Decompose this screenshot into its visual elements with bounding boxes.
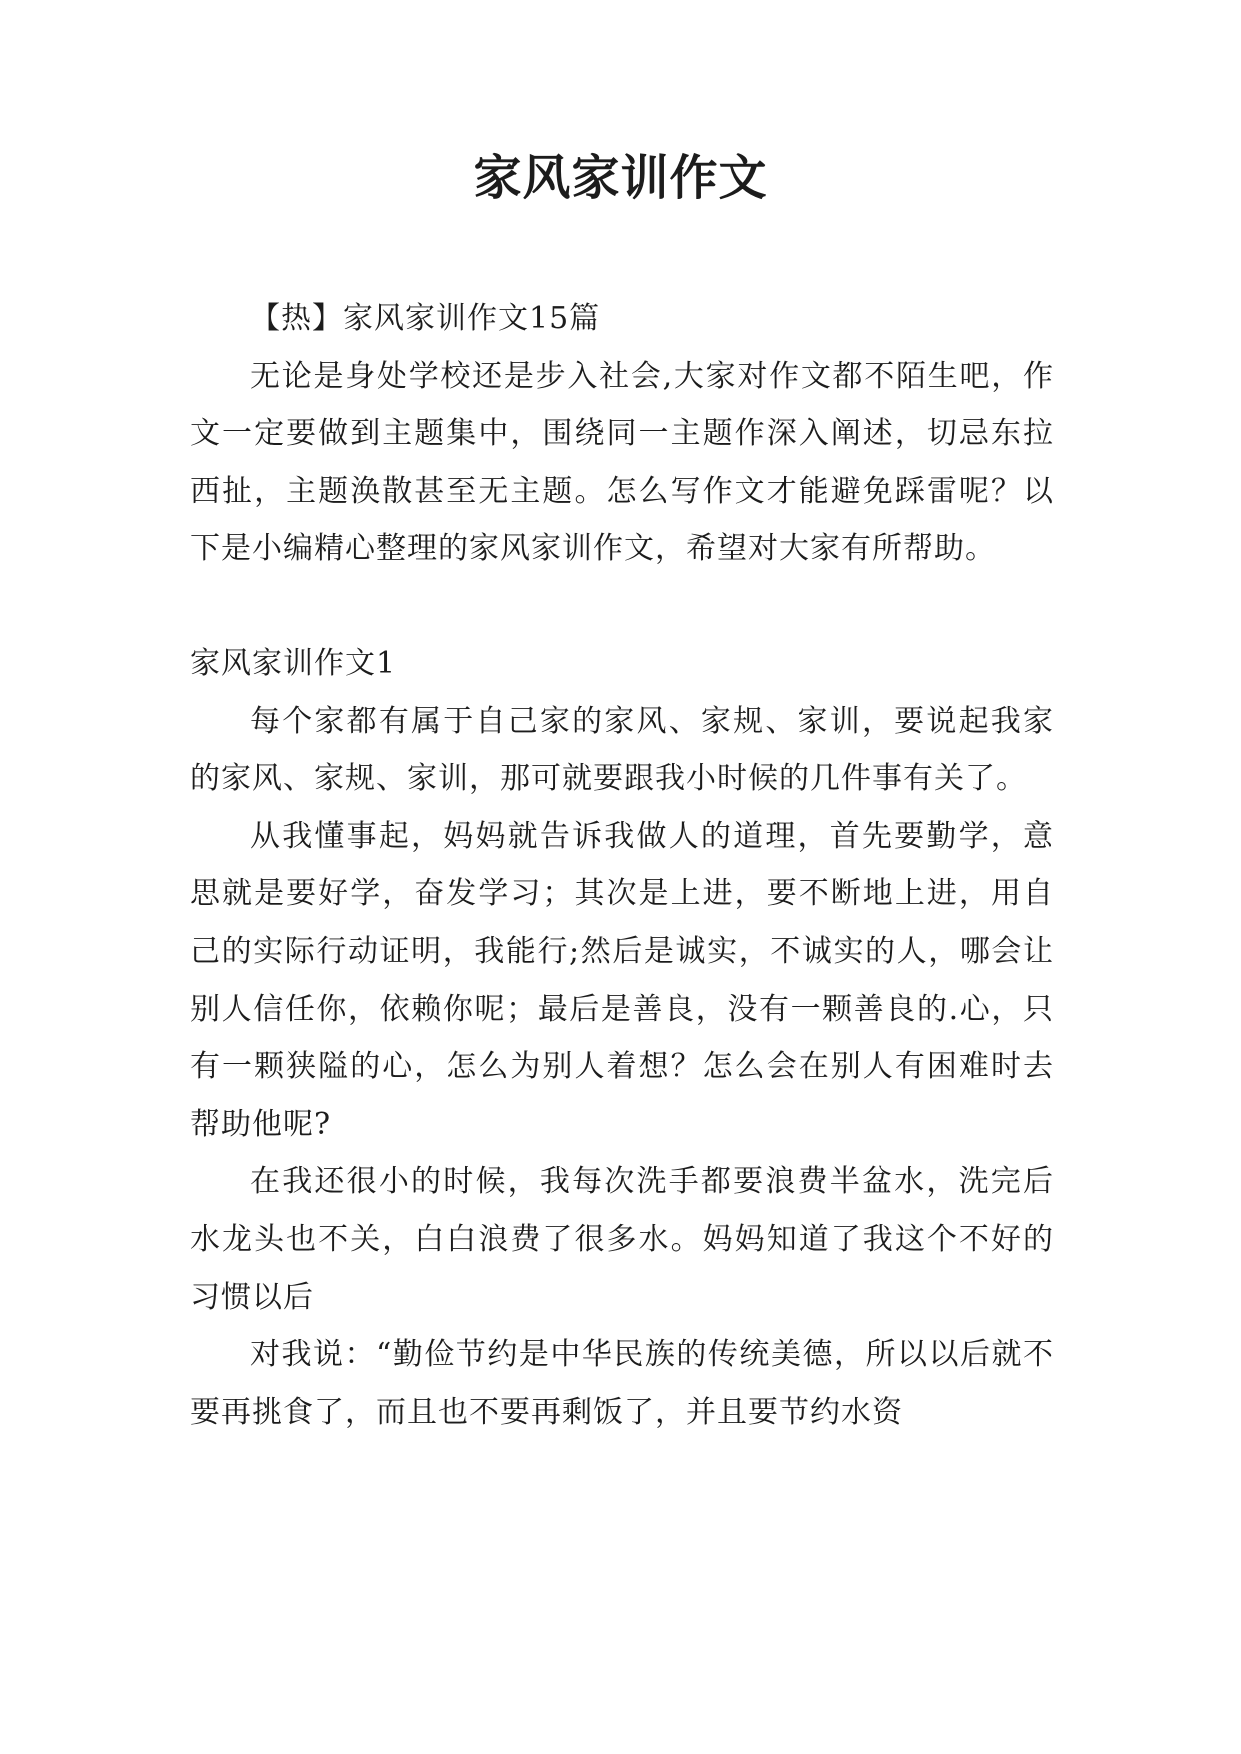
body-paragraph: 从我懂事起，妈妈就告诉我做人的道理，首先要勤学，意思就是要好学，奋发学习；其次是上进，要不断地上进，用自己的实际行动证明，我能行;然后是诚实，不诚实的人，哪会让别人信任你，依赖你呢；最后是善良，没有一颗善良的.心，只有一颗狭隘的心，怎么为别人着想？怎么会在别人有困难时去帮助他呢? [190,818,1054,1142]
document-title: 家风家训作文 [473,150,768,206]
intro-paragraph: 无论是身处学校还是步入社会,大家对作文都不陌生吧，作文一定要做到主题集中，围绕同一主题作深入阐述，切忌东拉西扯，主题涣散甚至无主题。怎么写作文才能避免踩雷呢？以下是小编精心整理的家风家训作文，希望对大家有所帮助。 [190,358,1054,567]
section-heading: 家风家训作文1 [190,645,397,681]
document-body [190,290,1054,1441]
body-paragraph: 对我说：“勤俭节约是中华民族的传统美德，所以以后就不要再挑食了，而且也不要再剩饭了，并且要节约水资 [190,1337,1054,1430]
body-paragraph: 每个家都有属于自己家的家风、家规、家训，要说起我家的家风、家规、家训，那可就要跟我小时候的几件事有关了。 [190,703,1054,797]
document-subtitle: 【热】家风家训作文15篇 [250,301,601,336]
body-paragraph: 在我还很小的时候，我每次洗手都要浪费半盆水，洗完后水龙头也不关，白白浪费了很多水。妈妈知道了我这个不好的习惯以后 [190,1164,1054,1315]
